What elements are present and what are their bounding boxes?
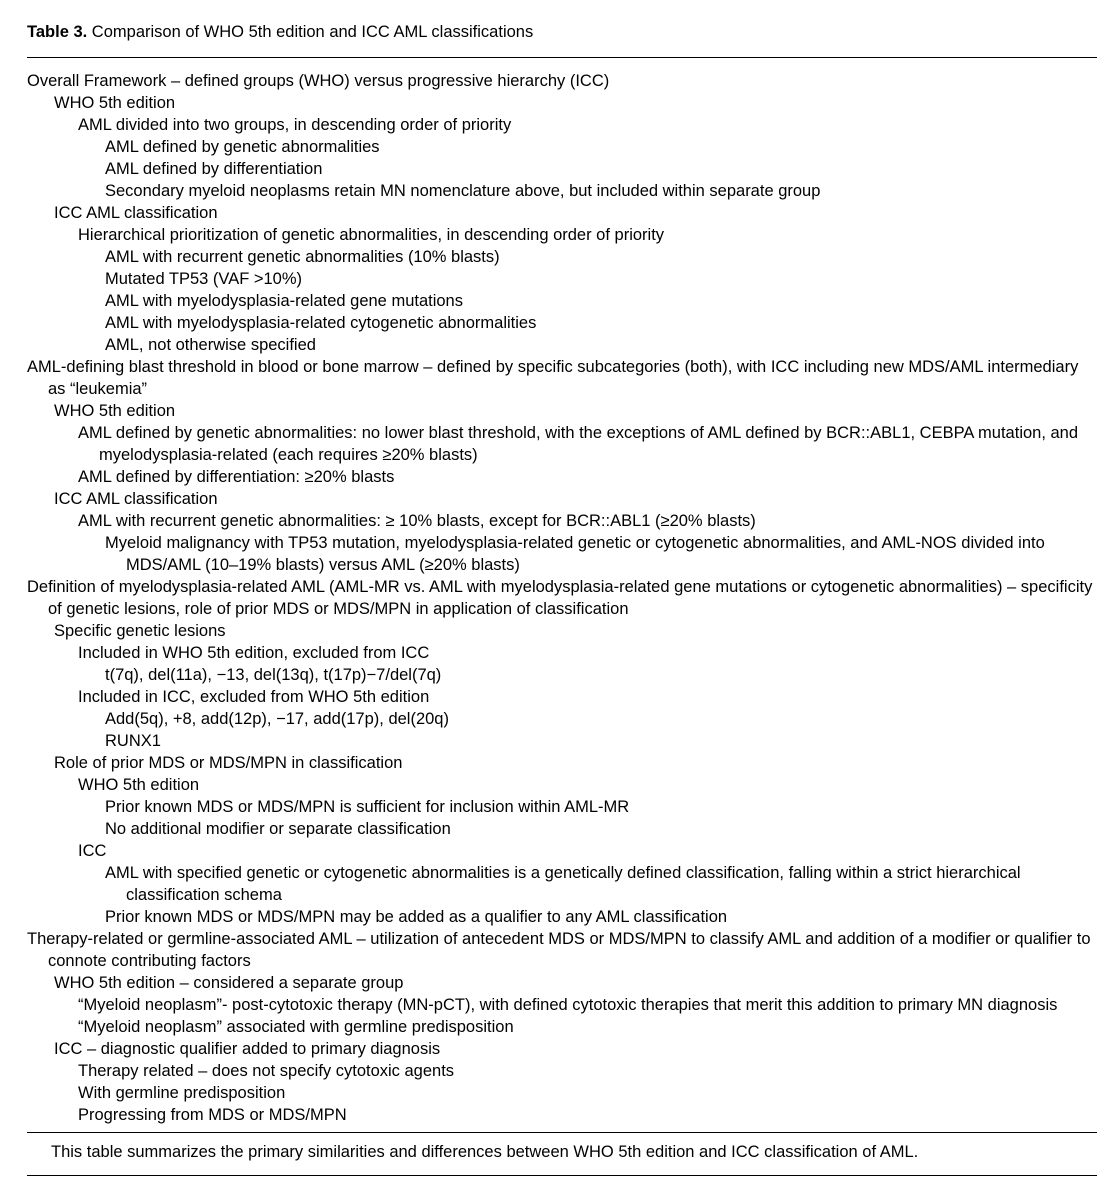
table-row-text: Definition of myelodysplasia-related AML (AML-MR vs. AML with myelodysplasia-related gene mutations or cytogenetic abnormalities) – specificity of genetic lesions, role of prior MDS or MDS/MPN in application of classification [27, 578, 1093, 618]
table-row-text: Mutated TP53 (VAF >10%) [105, 270, 303, 288]
table-row [27, 158, 1097, 180]
table-row [27, 400, 1097, 422]
table-row [27, 928, 1097, 972]
table-row-text: RUNX1 [105, 732, 161, 750]
table-row [27, 1082, 1097, 1104]
table-row-text: Add(5q), +8, add(12p), −17, add(17p), del(20q) [105, 710, 449, 728]
table-row-text: Therapy-related or germline-associated AML – utilization of antecedent MDS or MDS/MPN to classify AML and addition of a modifier or qualifier to connote contributing factors [27, 930, 1091, 970]
table-row [27, 422, 1097, 466]
table-row [27, 180, 1097, 202]
table-row-text: AML with recurrent genetic abnormalities: ≥ 10% blasts, except for BCR::ABL1 (≥20% blasts) [78, 512, 756, 530]
table-row [27, 224, 1097, 246]
table-page [27, 0, 1097, 1176]
table-footnote: This table summarizes the primary similarities and differences between WHO 5th edition and ICC classification of AML. [51, 1143, 919, 1161]
table-row [27, 642, 1097, 664]
table-row-text: WHO 5th edition [78, 776, 200, 794]
table-row [27, 752, 1097, 774]
table-row-text: AML defined by differentiation [105, 160, 323, 178]
table-row-text: t(7q), del(11a), −13, del(13q), t(17p)−7/del(7q) [105, 666, 442, 684]
table-row [27, 840, 1097, 862]
table-row [27, 268, 1097, 290]
table-row-text: Myeloid malignancy with TP53 mutation, myelodysplasia-related genetic or cytogenetic abnormalities, and AML-NOS divided into MDS/AML (10–19% blasts) versus AML (≥20% blasts) [105, 534, 1045, 574]
table-row [27, 686, 1097, 708]
table-row-text: With germline predisposition [78, 1084, 286, 1102]
table-row [27, 510, 1097, 532]
table-row [27, 818, 1097, 840]
table-row-text: ICC AML classification [54, 490, 218, 508]
table-row-text: Overall Framework – defined groups (WHO) versus progressive hierarchy (ICC) [27, 72, 610, 90]
table-row-text: Included in ICC, excluded from WHO 5th edition [78, 688, 430, 706]
table-row [27, 906, 1097, 928]
table-row [27, 70, 1097, 92]
table-row [27, 532, 1097, 576]
table-caption [27, 22, 1097, 42]
table-row-text: AML, not otherwise specified [105, 336, 316, 354]
table-row-text: No additional modifier or separate classification [105, 820, 451, 838]
table-row [27, 994, 1097, 1016]
table-row-text: Included in WHO 5th edition, excluded from ICC [78, 644, 430, 662]
table-row-text: Prior known MDS or MDS/MPN is sufficient for inclusion within AML-MR [105, 798, 630, 816]
table-row-text: AML-defining blast threshold in blood or bone marrow – defined by specific subcategories (both), with ICC including new MDS/AML intermediary as “leukemia” [27, 358, 1079, 398]
table-row-text: Progressing from MDS or MDS/MPN [78, 1106, 347, 1124]
table-row [27, 312, 1097, 334]
table-row [27, 136, 1097, 158]
table-row-text: AML divided into two groups, in descending order of priority [78, 116, 512, 134]
table-row [27, 466, 1097, 488]
table-row [27, 1060, 1097, 1082]
table-row [27, 730, 1097, 752]
table-row [27, 972, 1097, 994]
table-row [27, 708, 1097, 730]
table-row-text: AML with specified genetic or cytogenetic abnormalities is a genetically defined classification, falling within a strict hierarchical classification schema [105, 864, 1021, 904]
table-row [27, 290, 1097, 312]
table-row-text: AML with recurrent genetic abnormalities (10% blasts) [105, 248, 500, 266]
table-row-text: Role of prior MDS or MDS/MPN in classification [54, 754, 403, 772]
table-row-text: Secondary myeloid neoplasms retain MN nomenclature above, but included within separate group [105, 182, 821, 200]
table-row [27, 862, 1097, 906]
table-row-text: ICC AML classification [54, 204, 218, 222]
table-row [27, 92, 1097, 114]
table-row-text: “Myeloid neoplasm”- post-cytotoxic therapy (MN-pCT), with defined cytotoxic therapies that merit this addition to primary MN diagnosis [78, 996, 1058, 1014]
table-row-text: WHO 5th edition [54, 94, 176, 112]
table-row [27, 488, 1097, 510]
table-row [27, 664, 1097, 686]
table-row-text: Therapy related – does not specify cytotoxic agents [78, 1062, 455, 1080]
table-row [27, 114, 1097, 136]
table-row-text: AML defined by genetic abnormalities [105, 138, 380, 156]
table-row-text: WHO 5th edition [54, 402, 176, 420]
table-bottom-rule [27, 1175, 1097, 1176]
table-row-text: AML with myelodysplasia-related gene mutations [105, 292, 463, 310]
table-row [27, 202, 1097, 224]
table-row [27, 576, 1097, 620]
table-row-text: “Myeloid neoplasm” associated with germline predisposition [78, 1018, 514, 1036]
table-row [27, 246, 1097, 268]
table-row [27, 796, 1097, 818]
table-row [27, 334, 1097, 356]
table-row [27, 774, 1097, 796]
table-row-text: ICC [78, 842, 107, 860]
table-row-text: AML defined by genetic abnormalities: no lower blast threshold, with the exceptions of AML defined by BCR::ABL1, CEBPA mutation, and myelodysplasia-related (each requires ≥20% blasts) [78, 424, 1079, 464]
table-row [27, 1016, 1097, 1038]
table-row-text: AML defined by differentiation: ≥20% blasts [78, 468, 395, 486]
table-row-text: Specific genetic lesions [54, 622, 226, 640]
table-row [27, 356, 1097, 400]
table-row [27, 620, 1097, 642]
table-row [27, 1038, 1097, 1060]
table-caption-label: Table 3. [27, 23, 88, 41]
table-row-text: ICC – diagnostic qualifier added to primary diagnosis [54, 1040, 441, 1058]
table-caption-text: Comparison of WHO 5th edition and ICC AML classifications [87, 23, 534, 41]
table-row-text: Hierarchical prioritization of genetic abnormalities, in descending order of priority [78, 226, 665, 244]
table-body [27, 58, 1097, 1132]
table-row-text: Prior known MDS or MDS/MPN may be added as a qualifier to any AML classification [105, 908, 728, 926]
table-row [27, 1104, 1097, 1126]
table-row-text: WHO 5th edition – considered a separate group [54, 974, 404, 992]
table-row-text: AML with myelodysplasia-related cytogenetic abnormalities [105, 314, 537, 332]
